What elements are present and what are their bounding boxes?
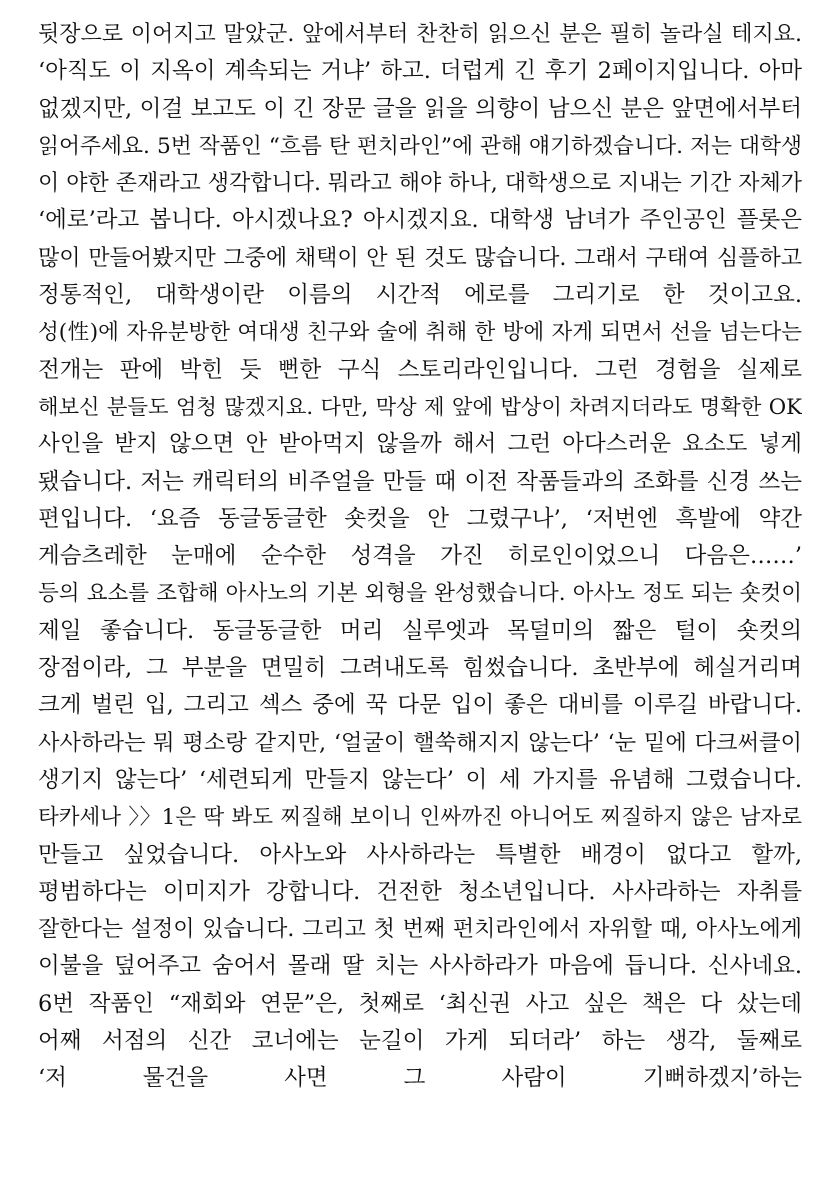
text-line: 장점이라, 그 부분을 면밀히 그려내도록 힘썼습니다. 초반부에 헤실거리며 [38,655,802,682]
text-line: 전개는 판에 박힌 듯 뻔한 구식 스토리라인입니다. 그런 경험을 실제로 [38,356,802,383]
text-line: 뒷장으로 이어지고 말았군. 앞에서부터 찬찬히 읽으신 분은 필히 놀라실 테지요. [38,22,802,47]
text-line: 잘한다는 설정이 있습니다. 그리고 첫 번째 펀치라인에서 자위할 때, 아사노에게 [38,917,802,943]
text-line: 만들고 싶었습니다. 아사노와 사사하라는 특별한 배경이 없다고 할까, [38,841,802,868]
text-line: 사인을 받지 않으면 안 받아먹지 않을까 해서 그런 아다스러운 요소도 넣게 [38,431,802,458]
text-line: 됐습니다. 저는 캐릭터의 비주얼을 만들 때 이전 작품들과의 조화를 신경 쓰는 [38,468,802,495]
text-line: ‘에로’라고 봅니다. 아시겠나요? 아시겠지요. 대학생 남녀가 주인공인 플롯은 [38,207,802,234]
text-line: 해보신 분들도 엄청 많겠지요. 다만, 막상 제 앞에 밥상이 차려지더라도 명확한 OK [38,394,802,420]
document-page [38,16,802,1098]
text-line: ‘저 물건을 사면 그 사람이 기뻐하겠지’하는 [38,1065,802,1092]
text-line: 등의 요소를 조합해 아사노의 기본 외형을 완성했습니다. 아사노 정도 되는 숏컷이 [38,581,802,607]
text-line: 읽어주세요. 5번 작품인 “흐름 탄 펀치라인”에 관해 얘기하겠습니다. 저는 대학생 [38,133,802,159]
text-line: 사사하라는 뭐 평소랑 같지만, ‘얼굴이 핼쑥해지지 않는다’ ‘눈 밑에 다크써클이 [38,729,802,756]
text-line: ‘아직도 이 지옥이 계속되는 거냐’ 하고. 더럽게 긴 후기 2페이지입니다. 아마 [38,58,802,85]
text-line: 어째 서점의 신간 코너에는 눈길이 가게 되더라’ 하는 생각, 둘째로 [38,1028,802,1055]
text-line: 이 야한 존재라고 생각합니다. 뭐라고 해야 하나, 대학생으로 지내는 기간 자체가 [38,171,802,197]
text-line: 크게 벌린 입, 그리고 섹스 중에 꾹 다문 입이 좋은 대비를 이루길 바랍니다. [38,692,802,719]
text-line: 게슴츠레한 눈매에 순수한 성격을 가진 히로인이었으니 다음은……’ [38,543,802,570]
text-line: 성(性)에 자유분방한 여대생 친구와 술에 취해 한 방에 자게 되면서 선을 넘는다는 [38,320,802,346]
text-line: 평범하다는 이미지가 강합니다. 건전한 청소년입니다. 사사라하는 자취를 [38,878,802,905]
text-line: 제일 좋습니다. 동글동글한 머리 실루엣과 목덜미의 짧은 털이 숏컷의 [38,617,802,644]
text-line: 없겠지만, 이걸 보고도 이 긴 장문 글을 읽을 의향이 남으신 분은 앞면에서부터 [38,95,802,122]
text-line: 6번 작품인 “재회와 연문”은, 첫째로 ‘최신권 사고 싶은 책은 다 샀는데 [38,990,802,1017]
text-line: 생기지 않는다’ ‘세련되게 만들지 않는다’ 이 세 가지를 유념해 그렸습니다. [38,766,802,793]
text-line: 편입니다. ‘요즘 동글동글한 숏컷을 안 그렸구나’, ‘저번엔 흑발에 약간 [38,505,802,532]
text-line: 이불을 덮어주고 숨어서 몰래 딸 치는 사사하라가 마음에 듭니다. 신사네요. [38,953,802,980]
text-line: 타카세나 〉〉1은 딱 봐도 찌질해 보이니 인싸까진 아니어도 찌질하지 않은 남자로 [38,805,802,831]
text-line: 정통적인, 대학생이란 이름의 시간적 에로를 그리기로 한 것이고요. [38,282,802,309]
text-line: 많이 만들어봤지만 그중에 채택이 안 된 것도 많습니다. 그래서 구태여 심플하고 [38,245,802,271]
